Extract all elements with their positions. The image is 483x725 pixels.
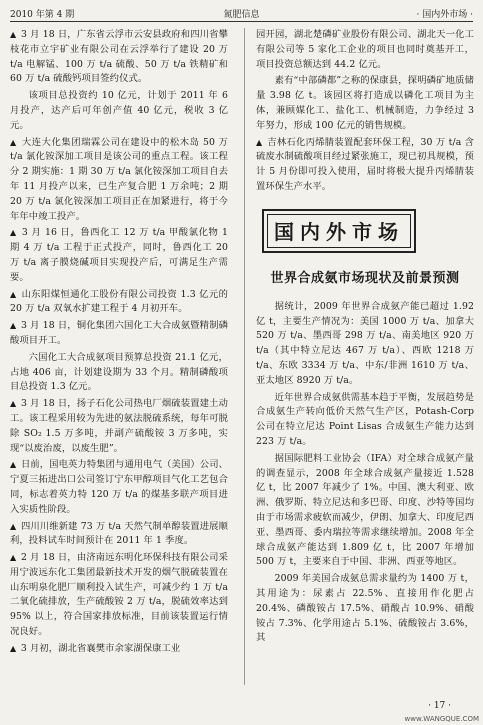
paragraph-text: 该项目总投资约 10 亿元，计划于 2011 年 6 月投产，达产后可年创产值 40 亿元，税收 3 亿元。 — [10, 90, 228, 131]
paragraph-text: 六国化工大合成氨项目预算总投资 21.1 亿元，占地 406 亩，计划建设期为 33 个月。精制磷酸项目总投资 1.3 亿元。 — [10, 351, 228, 393]
paragraph-text: 素有“中部磷都”之称的保康县，探明磷矿地质储量 3.98 亿 t。该园区将打造成以磷化工项目为主体，兼顾媒化工、盐化工、机械制造，力争经过 3 年努力，形成 100 亿元的销售规模。 — [256, 75, 474, 131]
news-item — [10, 288, 228, 318]
left-column — [10, 28, 228, 659]
paragraph-text: 近年世界合成氨供需基本趋于平衡，发展趋势是合成氨生产转向低价天然气生产区，Potash-Corp 公司在特立尼达 Point Lisas 合成氨生产能力达到 223 万 t/a。 — [256, 391, 474, 447]
paragraph-text: 据国际肥料工业协会（IFA）对全球合成氨产量的调查显示，2008 年全球合成氨产量接近 1.528 亿 t，比 2007 年减少了 1%。中国、澳大利亚、欧洲、俄罗斯、特立尼达和多巴哥、印度、沙特等国均由于市场需求疲软而减少，伊朗、加拿大、印度尼西亚、墨西哥、委内瑞拉等需求继续增加。2008 年全球合成氨产能达到 1.809 亿 t，比 2007 年增加 500 万 t，主要来自于中国、非洲、西亚等地区。 — [256, 452, 474, 568]
section-label: · 国内外市场 · — [416, 10, 473, 20]
column-divider — [244, 28, 245, 685]
paragraph — [256, 74, 474, 133]
paragraph-text: 四川川维新建 73 万 t/a 天然气制单醇装置进展顺利，投料试车时间预计在 2011 年 1 季度。 — [10, 520, 228, 547]
triangle-bullet-icon: ▲ — [10, 521, 19, 531]
news-item — [10, 397, 228, 456]
triangle-bullet-icon: ▲ — [10, 289, 20, 299]
news-item — [10, 28, 228, 87]
paragraph-text: 3 月 18 日，扬子石化公司热电厂烟硫装置建土动工。该工程采用较为先进的氨法脱硫系统，每年可脱除 SO₂ 1.5 万多吨，并副产硫酸铵 3 万多吨，实现“以废治废，以废生肥”。 — [10, 398, 228, 454]
issue-label: 2010 年第 4 期 — [10, 10, 75, 20]
paragraph-text: 3 月 16 日，鲁西化工 12 万 t/a 甲酸氯化物 1 期 4 万 t/a 工程于正式投产，同时，鲁西化工 20 万 t/a 离子膜烧碱项目实现投产后，可满足生产需要。 — [10, 227, 228, 283]
paragraph-text: 3 月初，湖北省襄樊市余家湖保康工业 — [20, 642, 181, 654]
paragraph-text: 园开园，湖北楚磷矿业股份有限公司、湖北天一化工有限公司等 5 家化工企业的项目也同时奠基开工，项目投资总额达到 44.2 亿元。 — [256, 29, 474, 70]
section-banner-text: 国内外市场 — [274, 220, 404, 245]
news-item — [10, 319, 228, 349]
page-number: · 17 · — [428, 701, 451, 711]
news-item — [10, 642, 228, 657]
triangle-bullet-icon: ▲ — [10, 30, 20, 39]
paragraph — [256, 300, 474, 389]
news-item — [10, 551, 228, 640]
triangle-bullet-icon: ▲ — [256, 137, 266, 147]
news-item — [256, 136, 474, 195]
triangle-bullet-icon: ▲ — [10, 137, 20, 147]
paragraph-text: 2 月 18 日，由济南远东明化环保科技有限公司采用宁波远东化工集团最新技术开发的烟气脱硫装置在山东明泉化肥厂顺利投入试生产，可减少约 1 万 t/a 二氧化硫排放，生产硫酸铵 2 万 t/a，脱硫效率达到 95% 以上，符合国家排放标准，目前该装置运行情况良好。 — [10, 552, 228, 638]
triangle-bullet-icon: ▲ — [10, 399, 20, 409]
paragraph — [10, 351, 228, 395]
page-header — [10, 5, 473, 21]
news-item — [10, 226, 228, 285]
article-body — [256, 300, 474, 646]
paragraph-text: 据统计，2009 年世界合成氨产能已超过 1.92 亿 t，主要生产情况为：美国 1000 万 t/a、加拿大 520 万 t/a、墨西哥 298 万 t/a、南美地区 920 万 t/a（其中特立尼达 467 万 t/a）、西欧 1218 万 t/a、东欧 3334 万 t/a、中东/非洲 1610 万 t/a、亚太地区 8920 万 t/a。 — [256, 300, 474, 386]
section-banner — [262, 209, 416, 253]
paragraph — [256, 572, 474, 646]
paragraph-text: 3 月 18 日，铜化集团六国化工大合成氨暨精制磷酸项目开工。 — [10, 320, 228, 346]
right-top-news — [256, 28, 474, 195]
journal-title: 氮肥信息 — [223, 10, 260, 20]
article-title: 世界合成氨市场现状及前景预测 — [270, 270, 460, 286]
paragraph-text: 吉林石化丙烯腈装置配套环保工程，30 万 t/a 含硫废水制硫酸项目经过紧张施工，现已初具规模，预计 5 月份即可投入使用，届时将极大提升丙烯腈装置环保生产水平。 — [256, 136, 474, 192]
paragraph-text: 3 月 18 日，广东省云浮市云安县政府和四川省攀枝花市立宇矿业有限公司在云浮举行了建设 20 万 t/a 电解锰、100 万 t/a 硫酸、50 万 t/a 铁精矿和 60 万 t/a 硫酸钙项目签约仪式。 — [10, 29, 228, 85]
paragraph — [256, 28, 474, 72]
right-column — [256, 28, 474, 648]
triangle-bullet-icon: ▲ — [10, 553, 20, 563]
paragraph — [256, 391, 474, 450]
triangle-bullet-icon: ▲ — [10, 321, 20, 331]
header-rule — [10, 21, 473, 22]
paragraph — [10, 89, 228, 133]
paragraph — [256, 452, 474, 570]
news-item — [10, 520, 228, 550]
paragraph-text: 大连大化集团瑞霖公司在建设中的松木岛 50 万 t/a 氯化铵深加工项目是该公司的重点工程。该工程分 2 期实施：1 期 30 万 t/a 氯化铵深加工项目自去年 11 月投产以来，已生产复合肥 1 万余吨；2 期 20 万 t/a 氯化铵深加工项目正在加紧进行，将于今年年中竣工投产。 — [10, 136, 228, 222]
triangle-bullet-icon: ▲ — [10, 460, 19, 470]
triangle-bullet-icon: ▲ — [10, 643, 19, 653]
news-item — [10, 458, 228, 517]
watermark: www.WANGQUE.COM — [404, 715, 479, 723]
news-item — [10, 136, 228, 225]
paragraph-text: 2009 年美国合成氨总需求量约为 1400 万 t，其用途为：尿素占 22.5%、直接用作化肥占 20.4%、磷酸铵占 17.5%、硝酸占 10.9%、硝酸铵占 7.3%、化学用途占 5.1%、硫酸铵占 3.6%，其 — [256, 573, 474, 644]
paragraph-text: 山东阳煤恒通化工股份有限公司投资 1.3 亿元的 20 万 t/a 双氧水扩建工程于 4 月初开车。 — [10, 288, 228, 315]
triangle-bullet-icon: ▲ — [10, 228, 20, 238]
paragraph-text: 日前，国电英力特集团与通用电气（美国）公司、宁夏三拓进出口公司签订宁东甲醇项目气化工艺包合同，标志着英力特 120 万 t/a 的煤基多联产项目进入实质性阶段。 — [10, 459, 228, 515]
